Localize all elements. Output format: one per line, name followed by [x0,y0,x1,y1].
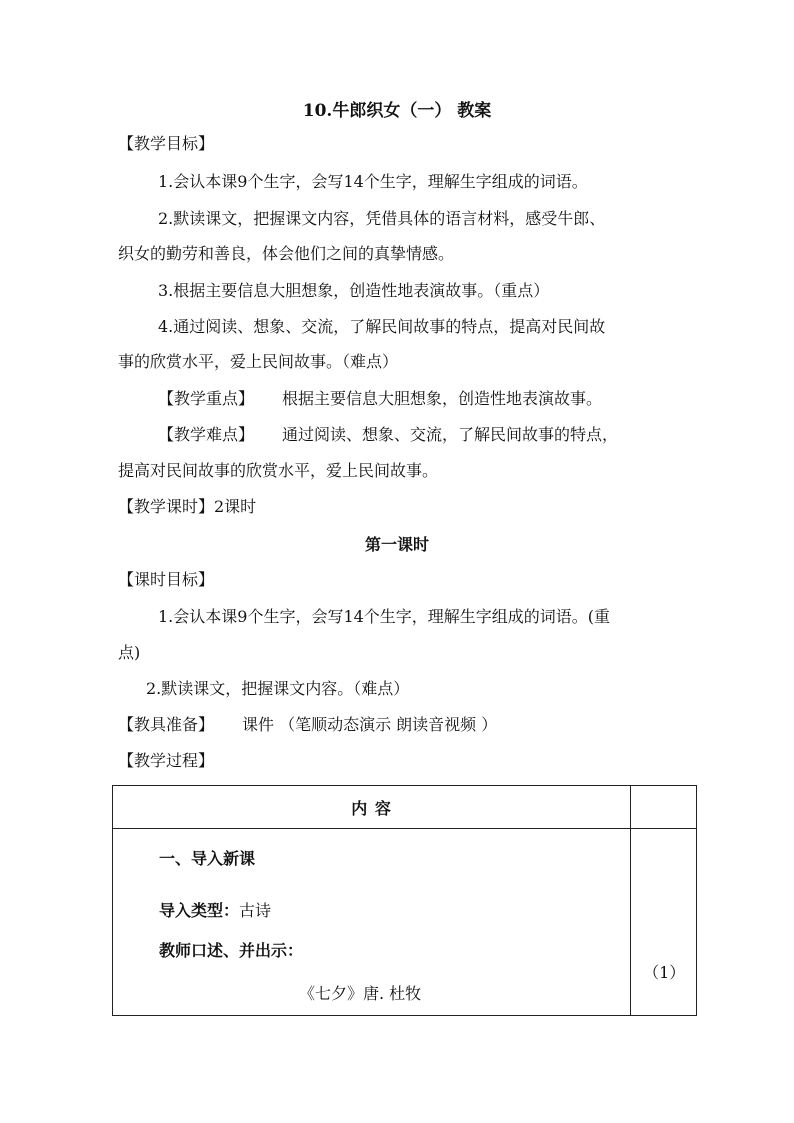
intro-type [159,901,271,921]
key-point-label: 【教学重点】 [158,389,255,408]
objectives-heading: 【教学目标】 [118,134,215,153]
table-side-cell [631,829,697,1016]
table-row [113,829,697,1016]
intro-type-label: 导入类型： [159,901,240,920]
side-note: （1） [643,963,686,982]
table-header-row [113,786,697,829]
key-point-text: 根据主要信息大胆想象，创造性地表演故事。 [282,389,603,408]
teacher-instruction: 教师口述、并出示： [159,941,304,960]
lesson-goal-1-cont: 点) [118,643,141,662]
difficult-point-text: 通过阅读、想象、交流，了解民间故事的特点， [282,425,619,444]
table-header-side [631,786,697,829]
process-heading: 【教学过程】 [118,751,215,770]
objective-item-2-cont: 织女的勤劳和善良，体会他们之间的真挚情感。 [118,244,455,263]
difficult-point-label: 【教学难点】 [158,425,255,444]
objective-item-4-cont: 事的欣赏水平，爱上民间故事。（难点） [118,352,399,371]
lesson-heading: 第一课时 [364,535,429,554]
class-hours: 【教学课时】2课时 [118,497,257,516]
lesson-goal-2: 2.默读课文，把握课文内容。（难点） [146,679,410,698]
objective-item-4: 4.通过阅读、想象、交流，了解民间故事的特点，提高对民间故 [158,317,606,336]
objective-item-1: 1.会认本课9个生字，会写14个生字，理解生字组成的词语。 [158,172,588,191]
poem-title-line: 《七夕》唐. 杜牧 [299,984,422,1003]
difficult-point-text-cont: 提高对民间故事的欣赏水平，爱上民间故事。 [118,461,439,480]
process-table [112,785,697,1016]
lesson-goal-1: 1.会认本课9个生字，会写14个生字，理解生字组成的词语。(重 [158,607,611,626]
section-title: 一、导入新课 [159,849,256,868]
prep-label: 【教具准备】 [118,715,215,734]
prep-text: 课件 （笔顺动态演示 朗读音视频 ） [242,715,498,734]
table-header-content: 内 容 [113,786,631,829]
intro-type-value: 古诗 [239,901,272,920]
objective-item-3: 3.根据主要信息大胆想象，创造性地表演故事。（重点） [158,281,550,300]
lesson-goals-heading: 【课时目标】 [118,570,215,589]
table-content-cell [113,829,631,1016]
document-title: 10.牛郎织女（一） 教案 [302,101,492,121]
objective-item-2: 2.默读课文，把握课文内容，凭借具体的语言材料，感受牛郎、 [158,209,606,228]
